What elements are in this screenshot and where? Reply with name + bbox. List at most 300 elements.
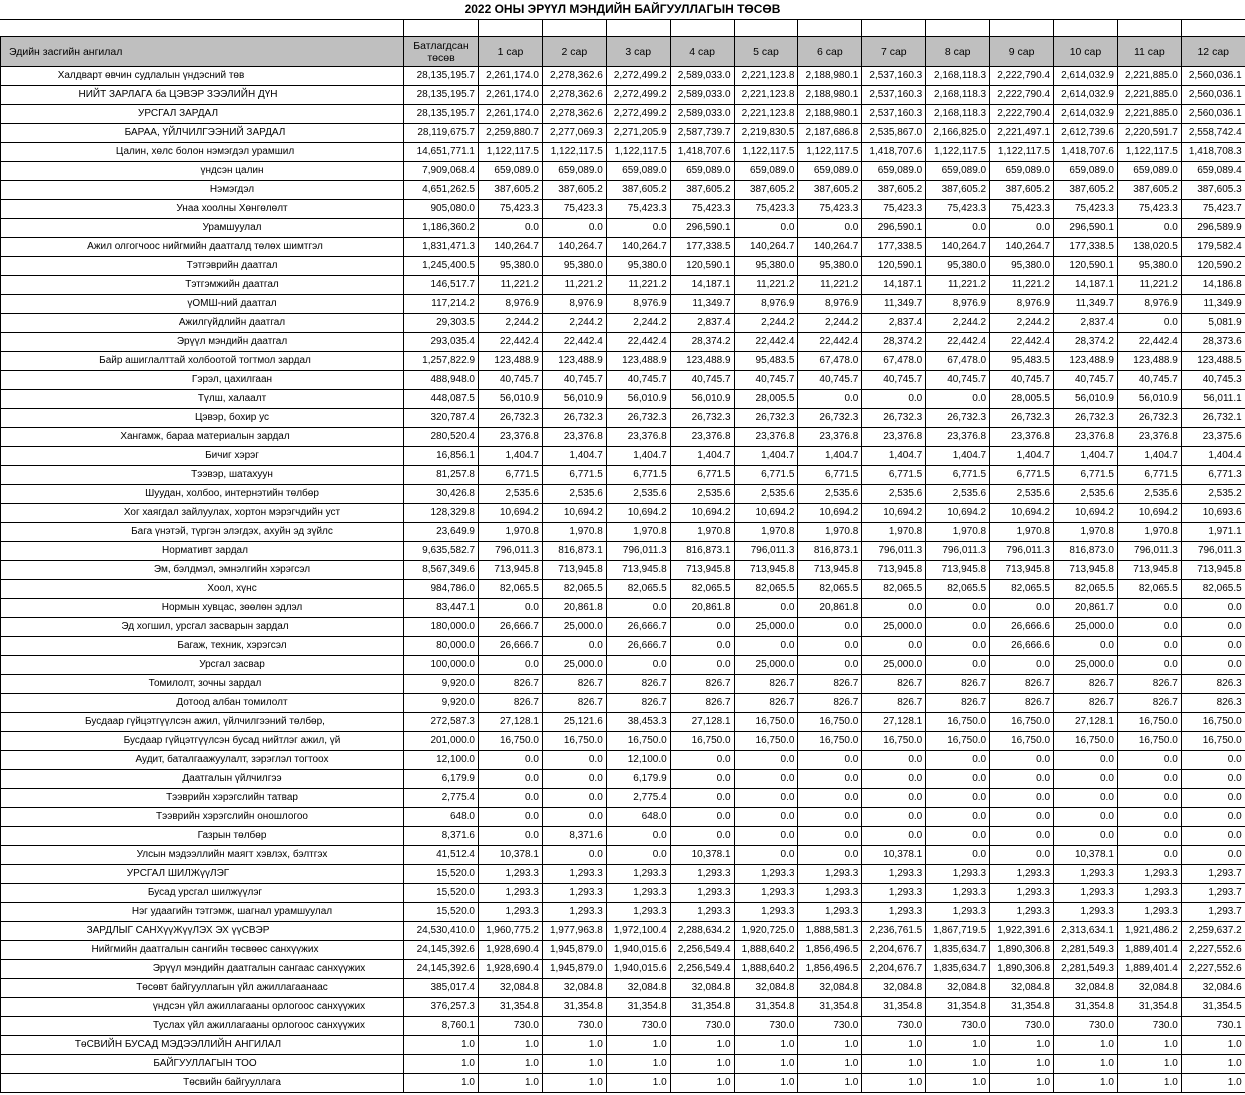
value-cell: 1,293.7 [1181,903,1245,922]
value-cell: 31,354.5 [1181,998,1245,1017]
value-cell: 1,293.3 [734,903,798,922]
value-cell: 2,256,549.4 [670,941,734,960]
value-cell: 0.0 [798,219,862,238]
value-cell: 796,011.3 [606,542,670,561]
table-row [1,143,1245,162]
value-cell: 0.0 [990,219,1054,238]
value-cell: 1,921,486.2 [1117,922,1181,941]
value-cell: 2,168,118.3 [926,105,990,124]
value-cell: 23,376.8 [1117,428,1181,447]
value-cell: 40,745.7 [1117,371,1181,390]
value-cell: 41,512.4 [404,846,479,865]
row-label: Түлш, халаалт [1,390,404,409]
value-cell: 2,837.4 [862,314,926,333]
value-cell: 7,909,068.4 [404,162,479,181]
value-cell: 0.0 [1117,599,1181,618]
value-cell: 0.0 [990,599,1054,618]
value-cell: 0.0 [1181,827,1245,846]
value-cell: 0.0 [862,637,926,656]
value-cell: 16,750.0 [990,732,1054,751]
value-cell: 2,775.4 [404,789,479,808]
value-cell: 25,000.0 [734,618,798,637]
value-cell: 26,732.3 [990,409,1054,428]
value-cell: 138,020.5 [1117,238,1181,257]
value-cell: 22,442.4 [542,333,606,352]
value-cell: 6,771.5 [926,466,990,485]
value-cell: 32,084.8 [606,979,670,998]
value-cell: 82,065.5 [734,580,798,599]
row-label: үндсэн цалин [1,162,404,181]
value-cell: 0.0 [542,219,606,238]
value-cell: 67,478.0 [926,352,990,371]
row-label: УРСГАЛ ЗАРДАЛ [1,105,404,124]
value-cell: 31,354.8 [990,998,1054,1017]
value-cell: 2,261,174.0 [479,86,543,105]
value-cell: 0.0 [862,827,926,846]
value-cell: 730.0 [734,1017,798,1036]
value-cell: 826.7 [734,675,798,694]
value-cell: 0.0 [606,656,670,675]
value-cell: 0.0 [670,770,734,789]
value-cell: 816,873.1 [798,542,862,561]
value-cell: 25,000.0 [1054,618,1118,637]
value-cell: 1,418,707.6 [862,143,926,162]
table-row [1,314,1245,333]
value-cell: 1,404.7 [1117,447,1181,466]
column-header-month: 4 сар [670,37,734,67]
value-cell: 1,970.8 [798,523,862,542]
value-cell: 0.0 [1181,751,1245,770]
table-row [1,219,1245,238]
table-row [1,694,1245,713]
value-cell: 648.0 [606,808,670,827]
value-cell: 2,535.6 [926,485,990,504]
value-cell: 95,483.5 [734,352,798,371]
value-cell: 11,221.2 [734,276,798,295]
value-cell: 31,354.8 [926,998,990,1017]
value-cell: 1,293.3 [479,903,543,922]
value-cell: 1,867,719.5 [926,922,990,941]
value-cell: 659,089.0 [798,162,862,181]
value-cell: 0.0 [670,637,734,656]
table-row [1,447,1245,466]
value-cell: 0.0 [734,751,798,770]
value-cell: 2,560,036.1 [1181,105,1245,124]
value-cell: 8,976.9 [990,295,1054,314]
value-cell: 0.0 [670,827,734,846]
value-cell: 1,404.7 [670,447,734,466]
value-cell: 659,089.0 [670,162,734,181]
value-cell: 2,535.6 [1117,485,1181,504]
row-label: Төсвийн байгууллага [1,1074,404,1093]
value-cell: 659,089.0 [479,162,543,181]
value-cell: 1,122,117.5 [734,143,798,162]
value-cell: 730.0 [670,1017,734,1036]
value-cell: 40,745.7 [862,371,926,390]
table-row [1,200,1245,219]
value-cell: 1,293.3 [670,884,734,903]
row-label: Нэг удаагийн тэтгэмж, шагнал урамшуулал [1,903,404,922]
value-cell: 1.0 [479,1036,543,1055]
value-cell: 1.0 [798,1074,862,1093]
row-label: Цэвэр, бохир ус [1,409,404,428]
value-cell: 1,293.3 [1117,884,1181,903]
value-cell: 28,135,195.7 [404,105,479,124]
value-cell: 2,837.4 [670,314,734,333]
value-cell: 123,488.9 [670,352,734,371]
value-cell: 1,960,775.2 [479,922,543,941]
table-row [1,162,1245,181]
value-cell: 26,732.3 [542,409,606,428]
value-cell: 2,168,118.3 [926,86,990,105]
value-cell: 11,221.2 [926,276,990,295]
value-cell: 2,535.6 [670,485,734,504]
value-cell: 2,221,885.0 [1117,86,1181,105]
value-cell: 826.7 [926,675,990,694]
value-cell: 1.0 [990,1036,1054,1055]
value-cell: 2,278,362.6 [542,67,606,86]
value-cell: 10,378.1 [862,846,926,865]
value-cell: 6,771.5 [1117,466,1181,485]
value-cell: 40,745.7 [926,371,990,390]
value-cell: 1,970.8 [926,523,990,542]
value-cell: 12,100.0 [606,751,670,770]
value-cell: 796,011.3 [990,542,1054,561]
row-label: Дотоод албан томилолт [1,694,404,713]
value-cell: 95,483.5 [990,352,1054,371]
table-row [1,713,1245,732]
value-cell: 0.0 [1181,846,1245,865]
value-cell: 15,520.0 [404,903,479,922]
value-cell: 1,940,015.6 [606,941,670,960]
value-cell: 10,694.2 [926,504,990,523]
value-cell: 26,666.6 [990,618,1054,637]
row-label: БАРАА, ҮЙЛЧИЛГЭЭНИЙ ЗАРДАЛ [1,124,404,143]
value-cell: 32,084.8 [1054,979,1118,998]
value-cell: 56,010.9 [606,390,670,409]
row-label: Нормативт зардал [1,542,404,561]
value-cell: 75,423.3 [479,200,543,219]
value-cell: 0.0 [479,219,543,238]
value-cell: 2,560,036.1 [1181,67,1245,86]
value-cell: 2,244.2 [479,314,543,333]
spacer-cell [542,20,606,37]
value-cell: 75,423.3 [734,200,798,219]
table-row [1,998,1245,1017]
value-cell: 1,122,117.5 [479,143,543,162]
value-cell: 0.0 [926,770,990,789]
value-cell: 32,084.8 [734,979,798,998]
value-cell: 1.0 [1117,1036,1181,1055]
value-cell: 16,750.0 [542,732,606,751]
column-header-month: 11 сар [1117,37,1181,67]
row-label: Төсөвт байгууллагын үйл ажиллагаанаас [1,979,404,998]
value-cell: 730.0 [1117,1017,1181,1036]
row-label: Газрын төлбөр [1,827,404,846]
row-label: Тээвэр, шатахуун [1,466,404,485]
value-cell: 2,614,032.9 [1054,86,1118,105]
value-cell: 9,920.0 [404,694,479,713]
value-cell: 11,349.9 [1181,295,1245,314]
value-cell: 2,244.2 [542,314,606,333]
value-cell: 1,835,634.7 [926,960,990,979]
value-cell: 0.0 [479,827,543,846]
value-cell: 20,861.8 [542,599,606,618]
value-cell: 713,945.8 [1117,561,1181,580]
table-row [1,1017,1245,1036]
value-cell: 120,590.1 [1054,257,1118,276]
value-cell: 1,418,708.3 [1181,143,1245,162]
value-cell: 16,750.0 [926,713,990,732]
value-cell: 82,065.5 [670,580,734,599]
value-cell: 2,221,497.1 [990,124,1054,143]
value-cell: 713,945.8 [479,561,543,580]
value-cell: 0.0 [862,390,926,409]
value-cell: 0.0 [1054,751,1118,770]
value-cell: 1,293.3 [734,884,798,903]
value-cell: 29,303.5 [404,314,479,333]
row-label: Унаа хоолны Хөнгөлөлт [1,200,404,219]
value-cell: 123,488.9 [542,352,606,371]
value-cell: 0.0 [542,751,606,770]
value-cell: 659,089.0 [1117,162,1181,181]
value-cell: 2,219,830.5 [734,124,798,143]
table-row [1,67,1245,86]
value-cell: 10,694.2 [1117,504,1181,523]
value-cell: 1.0 [404,1055,479,1074]
value-cell: 117,214.2 [404,295,479,314]
value-cell: 1,928,690.4 [479,960,543,979]
value-cell: 1,245,400.5 [404,257,479,276]
table-row [1,409,1245,428]
value-cell: 120,590.1 [862,257,926,276]
table-row [1,846,1245,865]
value-cell: 0.0 [1117,751,1181,770]
value-cell: 2,221,885.0 [1117,105,1181,124]
value-cell: 16,750.0 [670,732,734,751]
value-cell: 0.0 [479,751,543,770]
table-row [1,599,1245,618]
value-cell: 6,771.5 [862,466,926,485]
value-cell: 10,378.1 [479,846,543,865]
value-cell: 0.0 [1181,656,1245,675]
value-cell: 0.0 [862,808,926,827]
value-cell: 26,732.3 [734,409,798,428]
value-cell: 296,590.1 [670,219,734,238]
value-cell: 387,605.2 [670,181,734,200]
value-cell: 0.0 [926,808,990,827]
value-cell: 1,293.3 [479,865,543,884]
value-cell: 0.0 [990,751,1054,770]
value-cell: 15,520.0 [404,865,479,884]
value-cell: 2,614,032.9 [1054,67,1118,86]
value-cell: 2,222,790.4 [990,105,1054,124]
value-cell: 75,423.3 [926,200,990,219]
value-cell: 1,122,117.5 [926,143,990,162]
value-cell: 67,478.0 [798,352,862,371]
table-row [1,124,1245,143]
value-cell: 1.0 [1181,1036,1245,1055]
table-row [1,960,1245,979]
value-cell: 6,771.5 [734,466,798,485]
value-cell: 75,423.3 [990,200,1054,219]
spacer-cell [404,20,479,37]
row-label: Эрүүл мэндийн даатгал [1,333,404,352]
table-row [1,941,1245,960]
row-label: Тэтгэврийн даатгал [1,257,404,276]
value-cell: 2,187,686.8 [798,124,862,143]
value-cell: 28,374.2 [862,333,926,352]
value-cell: 15,520.0 [404,884,479,903]
value-cell: 0.0 [670,808,734,827]
value-cell: 0.0 [542,637,606,656]
value-cell: 2,535.6 [1054,485,1118,504]
value-cell: 1,293.3 [1117,903,1181,922]
value-cell: 40,745.7 [1054,371,1118,390]
value-cell: 75,423.3 [862,200,926,219]
value-cell: 826.7 [606,675,670,694]
table-row [1,732,1245,751]
value-cell: 1.0 [734,1074,798,1093]
row-label: Томилолт, зочны зардал [1,675,404,694]
value-cell: 8,567,349.6 [404,561,479,580]
value-cell: 2,560,036.1 [1181,86,1245,105]
value-cell: 1,404.7 [479,447,543,466]
value-cell: 31,354.8 [862,998,926,1017]
value-cell: 75,423.3 [1054,200,1118,219]
value-cell: 1,293.3 [862,884,926,903]
value-cell: 713,945.8 [1054,561,1118,580]
value-cell: 713,945.8 [862,561,926,580]
column-header-month: 12 сар [1181,37,1245,67]
value-cell: 2,188,980.1 [798,86,862,105]
value-cell: 1.0 [670,1036,734,1055]
value-cell: 2,261,174.0 [479,67,543,86]
value-cell: 2,221,123.8 [734,86,798,105]
value-cell: 730.0 [798,1017,862,1036]
value-cell: 1.0 [734,1036,798,1055]
value-cell: 0.0 [1181,770,1245,789]
value-cell: 9,920.0 [404,675,479,694]
value-cell: 75,423.3 [1117,200,1181,219]
value-cell: 1.0 [404,1074,479,1093]
column-header-month: 6 сар [798,37,862,67]
value-cell: 2,188,980.1 [798,105,862,124]
value-cell: 14,187.1 [862,276,926,295]
value-cell: 1,404.7 [862,447,926,466]
value-cell: 24,530,410.0 [404,922,479,941]
table-row [1,1074,1245,1093]
value-cell: 10,694.2 [734,504,798,523]
value-cell: 56,010.9 [670,390,734,409]
value-cell: 82,065.5 [542,580,606,599]
value-cell: 2,221,885.0 [1117,67,1181,86]
row-label: Багаж, техник, хэрэгсэл [1,637,404,656]
spacer-cell [798,20,862,37]
value-cell: 1.0 [606,1074,670,1093]
value-cell: 659,089.0 [862,162,926,181]
value-cell: 22,442.4 [1117,333,1181,352]
table-row [1,884,1245,903]
value-cell: 0.0 [479,770,543,789]
value-cell: 1,970.8 [606,523,670,542]
value-cell: 82,065.5 [479,580,543,599]
value-cell: 730.0 [606,1017,670,1036]
value-cell: 1,835,634.7 [926,941,990,960]
value-cell: 387,605.2 [990,181,1054,200]
value-cell: 816,873.1 [542,542,606,561]
value-cell: 123,488.9 [606,352,670,371]
value-cell: 0.0 [926,846,990,865]
value-cell: 1,890,306.8 [990,960,1054,979]
value-cell: 26,732.1 [1181,409,1245,428]
value-cell: 140,264.7 [606,238,670,257]
value-cell: 16,750.0 [734,713,798,732]
value-cell: 56,010.9 [542,390,606,409]
value-cell: 659,089.0 [990,162,1054,181]
value-cell: 75,423.3 [606,200,670,219]
value-cell: 387,605.2 [926,181,990,200]
value-cell: 6,771.3 [1181,466,1245,485]
table-row [1,637,1245,656]
value-cell: 1,293.3 [670,865,734,884]
value-cell: 28,119,675.7 [404,124,479,143]
value-cell: 1,293.7 [1181,884,1245,903]
value-cell: 0.0 [926,656,990,675]
row-label: Бусдаар гүйцэтгүүлсэн бусад нийтлэг ажил, үй [1,732,404,751]
value-cell: 95,380.0 [542,257,606,276]
value-cell: 296,590.1 [862,219,926,238]
value-cell: 0.0 [990,770,1054,789]
value-cell: 1.0 [926,1074,990,1093]
row-label: Ажилгүйдлийн даатгал [1,314,404,333]
value-cell: 1.0 [734,1055,798,1074]
value-cell: 0.0 [670,751,734,770]
spacer-cell [1117,20,1181,37]
value-cell: 2,535.6 [990,485,1054,504]
value-cell: 1,404.7 [1054,447,1118,466]
value-cell: 1,293.3 [862,865,926,884]
value-cell: 816,873.1 [670,542,734,561]
value-cell: 1.0 [479,1055,543,1074]
value-cell: 385,017.4 [404,979,479,998]
value-cell: 23,376.8 [926,428,990,447]
row-label: ТөСВИЙН БУСАД МЭДЭЭЛЛИЙН АНГИЛАЛ [1,1036,404,1055]
value-cell: 16,750.0 [1181,732,1245,751]
value-cell: 23,376.8 [798,428,862,447]
row-label: НИЙТ ЗАРЛАГА ба ЦЭВЭР ЗЭЭЛИЙН ДҮН [1,86,404,105]
value-cell: 1,888,581.3 [798,922,862,941]
value-cell: 31,354.8 [798,998,862,1017]
value-cell: 713,945.8 [926,561,990,580]
value-cell: 32,084.8 [798,979,862,998]
value-cell: 0.0 [1117,808,1181,827]
value-cell: 387,605.2 [1117,181,1181,200]
value-cell: 24,145,392.6 [404,941,479,960]
row-label: Байр ашиглалттай холбоотой тогтмол зардал [1,352,404,371]
value-cell: 16,750.0 [734,732,798,751]
value-cell: 826.7 [990,675,1054,694]
value-cell: 22,442.4 [990,333,1054,352]
value-cell: 67,478.0 [862,352,926,371]
value-cell: 730.0 [542,1017,606,1036]
value-cell: 1,928,690.4 [479,941,543,960]
value-cell: 32,084.8 [670,979,734,998]
value-cell: 0.0 [1117,656,1181,675]
value-cell: 23,376.8 [542,428,606,447]
value-cell: 82,065.5 [926,580,990,599]
row-label: Тэтгэмжийн даатгал [1,276,404,295]
